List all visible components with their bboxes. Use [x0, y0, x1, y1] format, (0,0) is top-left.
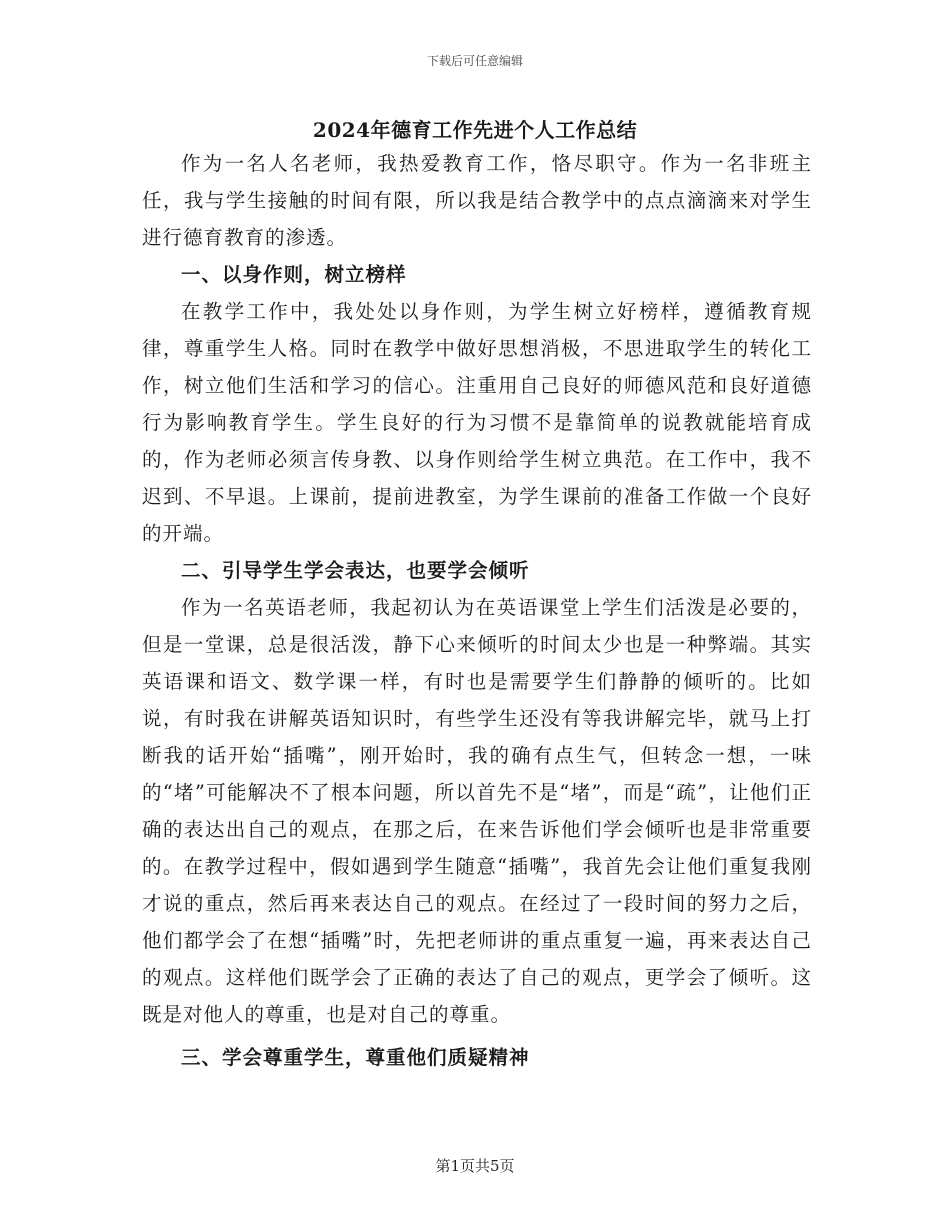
document-title: 2024年德育工作先进个人工作总结 — [312, 118, 638, 142]
document-body — [142, 145, 812, 1076]
section-2-heading: 二、引导学生学会表达，也要学会倾听 — [181, 559, 530, 582]
page-header-note: 下载后可任意编辑 — [426, 54, 523, 68]
intro-paragraph: 作为一名人名老师，我热爱教育工作，恪尽职守。作为一名非班主任，我与学生接触的时间有限，所以我是结合教学中的点点滴滴来对学生进行德育教育的渗透。 — [142, 152, 812, 249]
page-number: 第1页共5页 — [435, 1157, 515, 1175]
section-1-heading: 一、以身作则，树立榜样 — [181, 263, 407, 286]
section-2-paragraph: 作为一名英语老师，我起初认为在英语课堂上学生们活泼是必要的，但是一堂课，总是很活泼，静下心来倾听的时间太少也是一种弊端。其实英语课和语文、数学课一样，有时也是需要学生们静静的倾听的。比如说，有时我在讲解英语知识时，有些学生还没有等我讲解完毕，就马上打断我的话开始“插嘴”，刚开始时，我的确有点生气，但转念一想，一味的“堵”可能解决不了根本问题，所以首先不是“堵”，而是“疏”，让他们正确的表达出自己的观点，在那之后，在来告诉他们学会倾听也是非常重要的。在教学过程中，假如遇到学生随意“插嘴”，我首先会让他们重复我刚才说的重点，然后再来表达自己的观点。在经过了一段时间的努力之后，他们都学会了在想“插嘴”时，先把老师讲的重点重复一遍，再来表达自己的观点。这样他们既学会了正确的表达了自己的观点，更学会了倾听。这既是对他人的尊重，也是对自己的尊重。 — [142, 596, 812, 1026]
section-1-paragraph: 在教学工作中，我处处以身作则，为学生树立好榜样，遵循教育规律，尊重学生人格。同时在教学中做好思想消极，不思进取学生的转化工作，树立他们生活和学习的信心。注重用自己良好的师德风范和良好道德行为影响教育学生。学生良好的行为习惯不是靠简单的说教就能培育成的，作为老师必须言传身教、以身作则给学生树立典范。在工作中，我不迟到、不早退。上课前，提前进教室，为学生课前的准备工作做一个良好的开端。 — [142, 300, 812, 545]
section-3-heading: 三、学会尊重学生，尊重他们质疑精神 — [181, 1046, 530, 1069]
